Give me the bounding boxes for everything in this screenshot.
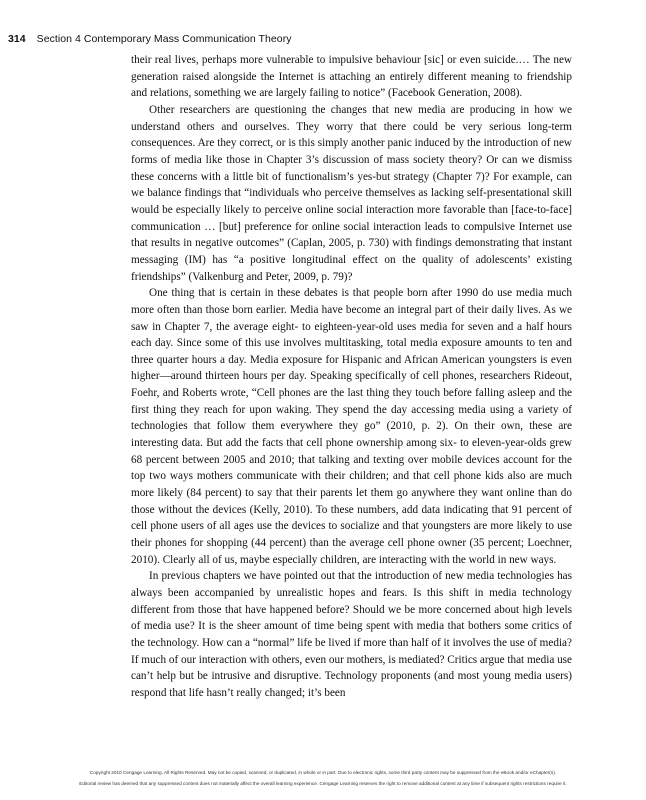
section-title: Section 4 Contemporary Mass Communication Theory	[36, 33, 292, 45]
copyright-notice: Copyright 2010 Cengage Learning. All Rights Reserved. May not be copied, scanned, or duplicated, in whole or in part. Due to electronic rights, some third party content may be suppressed from the eBook and/or eChapter(s).	[89, 770, 557, 775]
running-header	[8, 33, 292, 45]
page-number: 314	[8, 33, 26, 45]
paragraph: In previous chapters we have pointed out that the introduction of new media technologies has always been accompanied by unrealistic hopes and fears. Is this shift in media technology different from those that have happened before? Should we be more concerned about high levels of media use? It is the sheer amount of time being spent with media that bothers some critics of the technology. How can a “normal” life be lived if more than half of it involves the use of media? If much of our interaction with others, even our mothers, is mediated? Critics argue that media use can’t help but be intrusive and disruptive. Technology proponents (and most young media users) respond that life hasn’t really changed; it’s been	[131, 570, 572, 699]
body-text	[131, 52, 572, 702]
paragraph: One thing that is certain in these debates is that people born after 1990 do use media much more often than those born earlier. Media have become an integral part of their daily lives. As we saw in Chapter 7, the average eight- to eighteen-year-old uses media for seven and a half hours each day. Since some of this use involves multitasking, total media exposure amounts to ten and three quarter hours a day. Media exposure for Hispanic and African American youngsters is even higher—around thirteen hours per day. Speaking specifically of cell phones, researchers Rideout, Foehr, and Roberts wrote, “Cell phones are the last thing they touch before falling asleep and the first thing they reach for upon waking. They spend the day accessing media using a variety of technologies that follow them everywhere they go” (2010, p. 2). On their own, these are interesting data. But add the facts that cell phone ownership among six- to eleven-year-olds grew 68 percent between 2005 and 2010; that talking and texting over mobile devices account for the top two ways mothers communicate with their children; and that cell phone kids also are much more likely (84 percent) to say that their parents let them go anywhere they want online than do those without the devices (Kelly, 2010). To these numbers, add data indicating that 91 percent of cell phone users of all ages use the devices to socialize and that youngsters are more likely to use their phones for shopping (44 percent) than the average cell phone owner (35 percent; Loechner, 2010). Clearly all of us, maybe especially children, are interacting with the world in new ways.	[131, 287, 572, 566]
editorial-notice: Editorial review has deemed that any suppressed content does not materially affect the overall learning experience. Cengage Learning reserves the right to remove additional content at any time if subsequent rights restrictions require it.	[79, 781, 567, 786]
paragraph-continued: their real lives, perhaps more vulnerable to impulsive behaviour [sic] or even suicide.… The new generation raised alongside the Internet is attaching an entirely different meaning to friendship and relations, something we are largely failing to notice” (Facebook Generation, 2008).	[131, 54, 572, 100]
paragraph: Other researchers are questioning the changes that new media are producing in how we understand others and ourselves. They worry that there could be very serious long-term consequences. Are they correct, or is this simply another panic induced by the introduction of new forms of media like those in Chapter 3’s discussion of mass society theory? Or can we dismiss these concerns with a little bit of functionalism’s yes-but strategy (Chapter 7)? For example, can we balance findings that “individuals who perceive themselves as lacking self-presentational skill would be especially likely to perceive online social interaction more favorable than [face-to-face] communication … [but] preference for online social interaction leads to compulsive Internet use that results in negative outcomes” (Caplan, 2005, p. 730) with findings demonstrating that instant messaging (IM) has “a positive longitudinal effect on the quality of adolescents’ existing friendships” (Valkenburg and Peter, 2009, p. 79)?	[131, 103, 572, 283]
